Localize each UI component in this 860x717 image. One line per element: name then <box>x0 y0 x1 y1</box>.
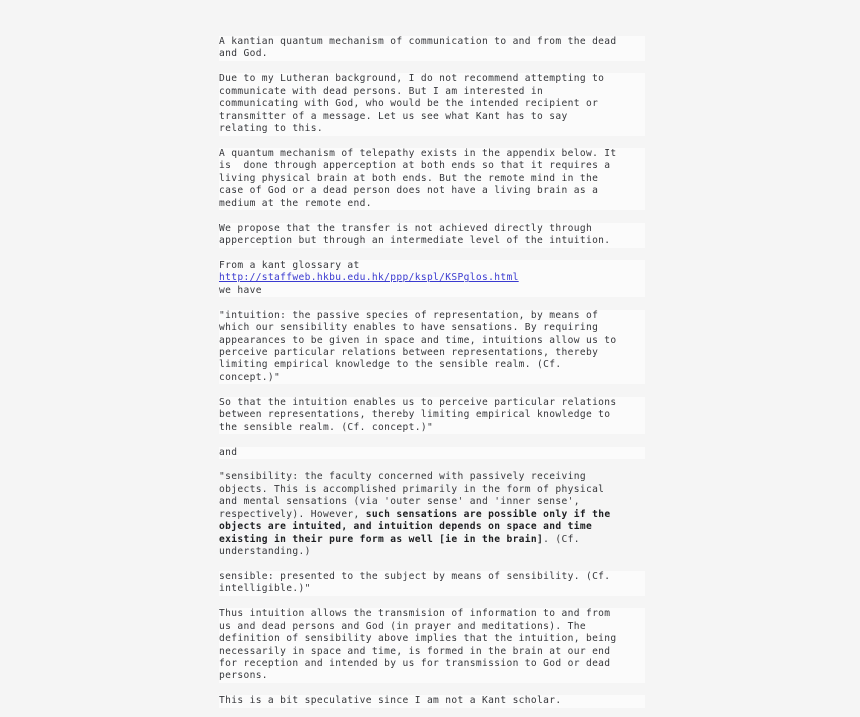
text-line: Thus intuition allows the transmision of information to and from <box>219 608 645 620</box>
paragraph-title <box>219 36 645 61</box>
text-line: sensible: presented to the subject by means of sensibility. (Cf. <box>219 571 645 583</box>
paragraph-sensibility-definition <box>219 471 645 558</box>
text-line: concept.)" <box>219 372 645 384</box>
text-line: for reception and intended by us for transmission to God or dead <box>219 658 645 670</box>
text-line: perceive particular relations between representations, thereby <box>219 347 645 359</box>
body-text: . (Cf. <box>543 533 580 545</box>
text-line: and <box>219 447 645 459</box>
emphasis-text: objects are intuited, and intuition depends on space and time <box>219 521 593 533</box>
emphasis-text: existing in their pure form as well [ie in the brain] <box>219 533 544 545</box>
document-body <box>219 36 645 708</box>
paragraph-disclaimer <box>219 695 645 707</box>
text-line: So that the intuition enables us to perceive particular relations <box>219 397 645 409</box>
text-line: "intuition: the passive species of representation, by means of <box>219 310 645 322</box>
paragraph-proposal-transfer <box>219 223 645 248</box>
text-line: medium at the remote end. <box>219 198 645 210</box>
text-line: apperception but through an intermediate level of the intuition. <box>219 235 645 247</box>
text-line: transmitter of a message. Let us see what Kant has to say <box>219 111 645 123</box>
text-line: relating to this. <box>219 123 645 135</box>
emphasis-text: such sensations are possible only if the <box>365 508 611 520</box>
paragraph-telepathy-appendix <box>219 148 645 210</box>
text-line: communicating with God, who would be the intended recipient or <box>219 98 645 110</box>
paragraph-and-connector <box>219 447 645 459</box>
text-line: From a kant glossary at <box>219 260 645 272</box>
text-line: communicate with dead persons. But I am interested in <box>219 86 645 98</box>
text-line: is done through apperception at both ends so that it requires a <box>219 160 645 172</box>
paragraph-sensible-definition <box>219 571 645 596</box>
body-text: respectively). However, <box>219 508 366 520</box>
text-line: We propose that the transfer is not achieved directly through <box>219 223 645 235</box>
text-line: limiting empirical knowledge to the sensible realm. (Cf. <box>219 359 645 371</box>
body-text: and mental sensations (via 'outer sense' and 'inner sense', <box>219 496 580 508</box>
text-line: necessarily in space and time, is formed in the brain at our end <box>219 646 645 658</box>
text-line: us and dead persons and God (in prayer and meditations). The <box>219 621 645 633</box>
text-line: This is a bit speculative since I am not a Kant scholar. <box>219 695 645 707</box>
text-line: and God. <box>219 48 645 60</box>
text-line: persons. <box>219 670 645 682</box>
text-line: the sensible realm. (Cf. concept.)" <box>219 422 645 434</box>
paragraph-lutheran-background <box>219 73 645 135</box>
text-line: Due to my Lutheran background, I do not recommend attempting to <box>219 73 645 85</box>
paragraph-intuition-definition <box>219 310 645 385</box>
glossary-link[interactable]: http://staffweb.hkbu.edu.hk/ppp/kspl/KSPglos.html <box>219 272 645 284</box>
paragraph-intuition-restatement <box>219 397 645 434</box>
text-line: between representations, thereby limiting empirical knowledge to <box>219 409 645 421</box>
text-line: which our sensibility enables to have sensations. By requiring <box>219 322 645 334</box>
text-line: intelligible.)" <box>219 583 645 595</box>
body-text: objects. This is accomplished primarily in the form of physical <box>219 483 605 495</box>
text-line: we have <box>219 285 645 297</box>
paragraph-glossary-source <box>219 260 645 297</box>
body-text: "sensibility: the faculty concerned with passively receiving <box>219 471 586 483</box>
text-line: appearances to be given in space and time, intuitions allow us to <box>219 335 645 347</box>
text-line: living physical brain at both ends. But the remote mind in the <box>219 173 645 185</box>
body-text: understanding.) <box>219 546 311 558</box>
text-line: definition of sensibility above implies that the intuition, being <box>219 633 645 645</box>
text-line: A kantian quantum mechanism of communication to and from the dead <box>219 36 645 48</box>
paragraph-conclusion-transmission <box>219 608 645 683</box>
text-line: case of God or a dead person does not have a living brain as a <box>219 185 645 197</box>
text-line: A quantum mechanism of telepathy exists in the appendix below. It <box>219 148 645 160</box>
